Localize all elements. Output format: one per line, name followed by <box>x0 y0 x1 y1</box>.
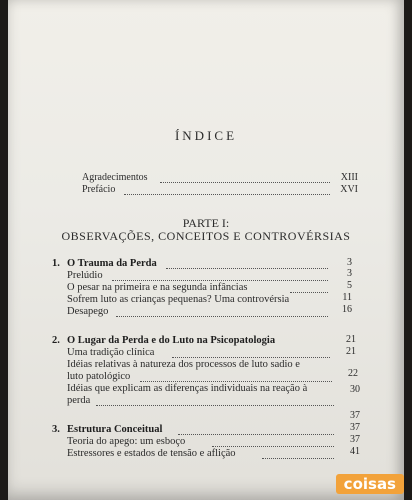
leader-dots <box>166 268 328 269</box>
toc-item: perda <box>67 395 91 406</box>
chapter-page: 37 <box>350 422 360 433</box>
chapter-page: 3 <box>347 257 352 268</box>
toc-item-page: 22 <box>348 368 358 379</box>
chapter-number: 3. <box>52 424 60 435</box>
toc-item-page: 3 <box>347 268 352 279</box>
leader-dots <box>172 357 330 358</box>
front-matter-agradecimentos: Agradecimentos <box>82 172 148 183</box>
chapter-page-marker: 37 <box>350 410 360 421</box>
toc-item: Idéias relativas à natureza dos processos de luto sadio e <box>67 359 300 370</box>
toc-item-page: 21 <box>346 346 356 357</box>
front-matter-page: XIII <box>340 172 358 183</box>
toc-item: O pesar na primeira e na segunda infâncias <box>67 282 248 293</box>
leader-dots <box>96 405 334 406</box>
leader-dots <box>116 316 328 317</box>
leader-dots <box>140 381 332 382</box>
chapter-number: 1. <box>52 258 60 269</box>
toc-item: Estressores e estados de tensão e aflição <box>67 448 236 459</box>
toc-item: luto patológico <box>67 371 131 382</box>
front-matter-page: XVI <box>340 184 358 195</box>
leader-dots <box>160 182 330 183</box>
leader-dots <box>112 280 328 281</box>
front-matter-prefacio: Prefácio <box>82 184 116 195</box>
toc-item: Uma tradição clínica <box>67 347 155 358</box>
toc-item-page: 11 <box>342 292 352 303</box>
toc-item-page: 16 <box>342 304 352 315</box>
toc-item-page: 41 <box>350 446 360 457</box>
chapter-number: 2. <box>52 335 60 346</box>
toc-item-page: 5 <box>347 280 352 291</box>
part-label: PARTE I: <box>182 216 230 230</box>
chapter-title: O Trauma da Perda <box>67 258 157 269</box>
leader-dots <box>290 292 328 293</box>
chapter-title: Estrutura Conceitual <box>67 424 163 435</box>
index-title: ÍNDICE <box>174 128 238 143</box>
leader-dots <box>178 434 334 435</box>
toc-item: Desapego <box>67 306 109 317</box>
part-title: OBSERVAÇÕES, CONCEITOS E CONTROVÉRSIAS <box>61 229 351 243</box>
leader-dots <box>124 194 330 195</box>
leader-dots <box>212 446 334 447</box>
toc-item: Sofrem luto as crianças pequenas? Uma controvérsia <box>67 294 290 305</box>
toc-item: Idéias que explicam as diferenças individuais na reação à <box>67 383 308 394</box>
chapter-title: O Lugar da Perda e do Luto na Psicopatologia <box>67 335 276 346</box>
watermark-logo: coisas <box>336 474 404 494</box>
toc-item-page: 30 <box>350 384 360 395</box>
toc-item: Teoria do apego: um esboço <box>67 436 186 447</box>
leader-dots <box>262 458 334 459</box>
toc-item-page: 37 <box>350 434 360 445</box>
chapter-page: 21 <box>346 334 356 345</box>
toc-item: Prelúdio <box>67 270 103 281</box>
